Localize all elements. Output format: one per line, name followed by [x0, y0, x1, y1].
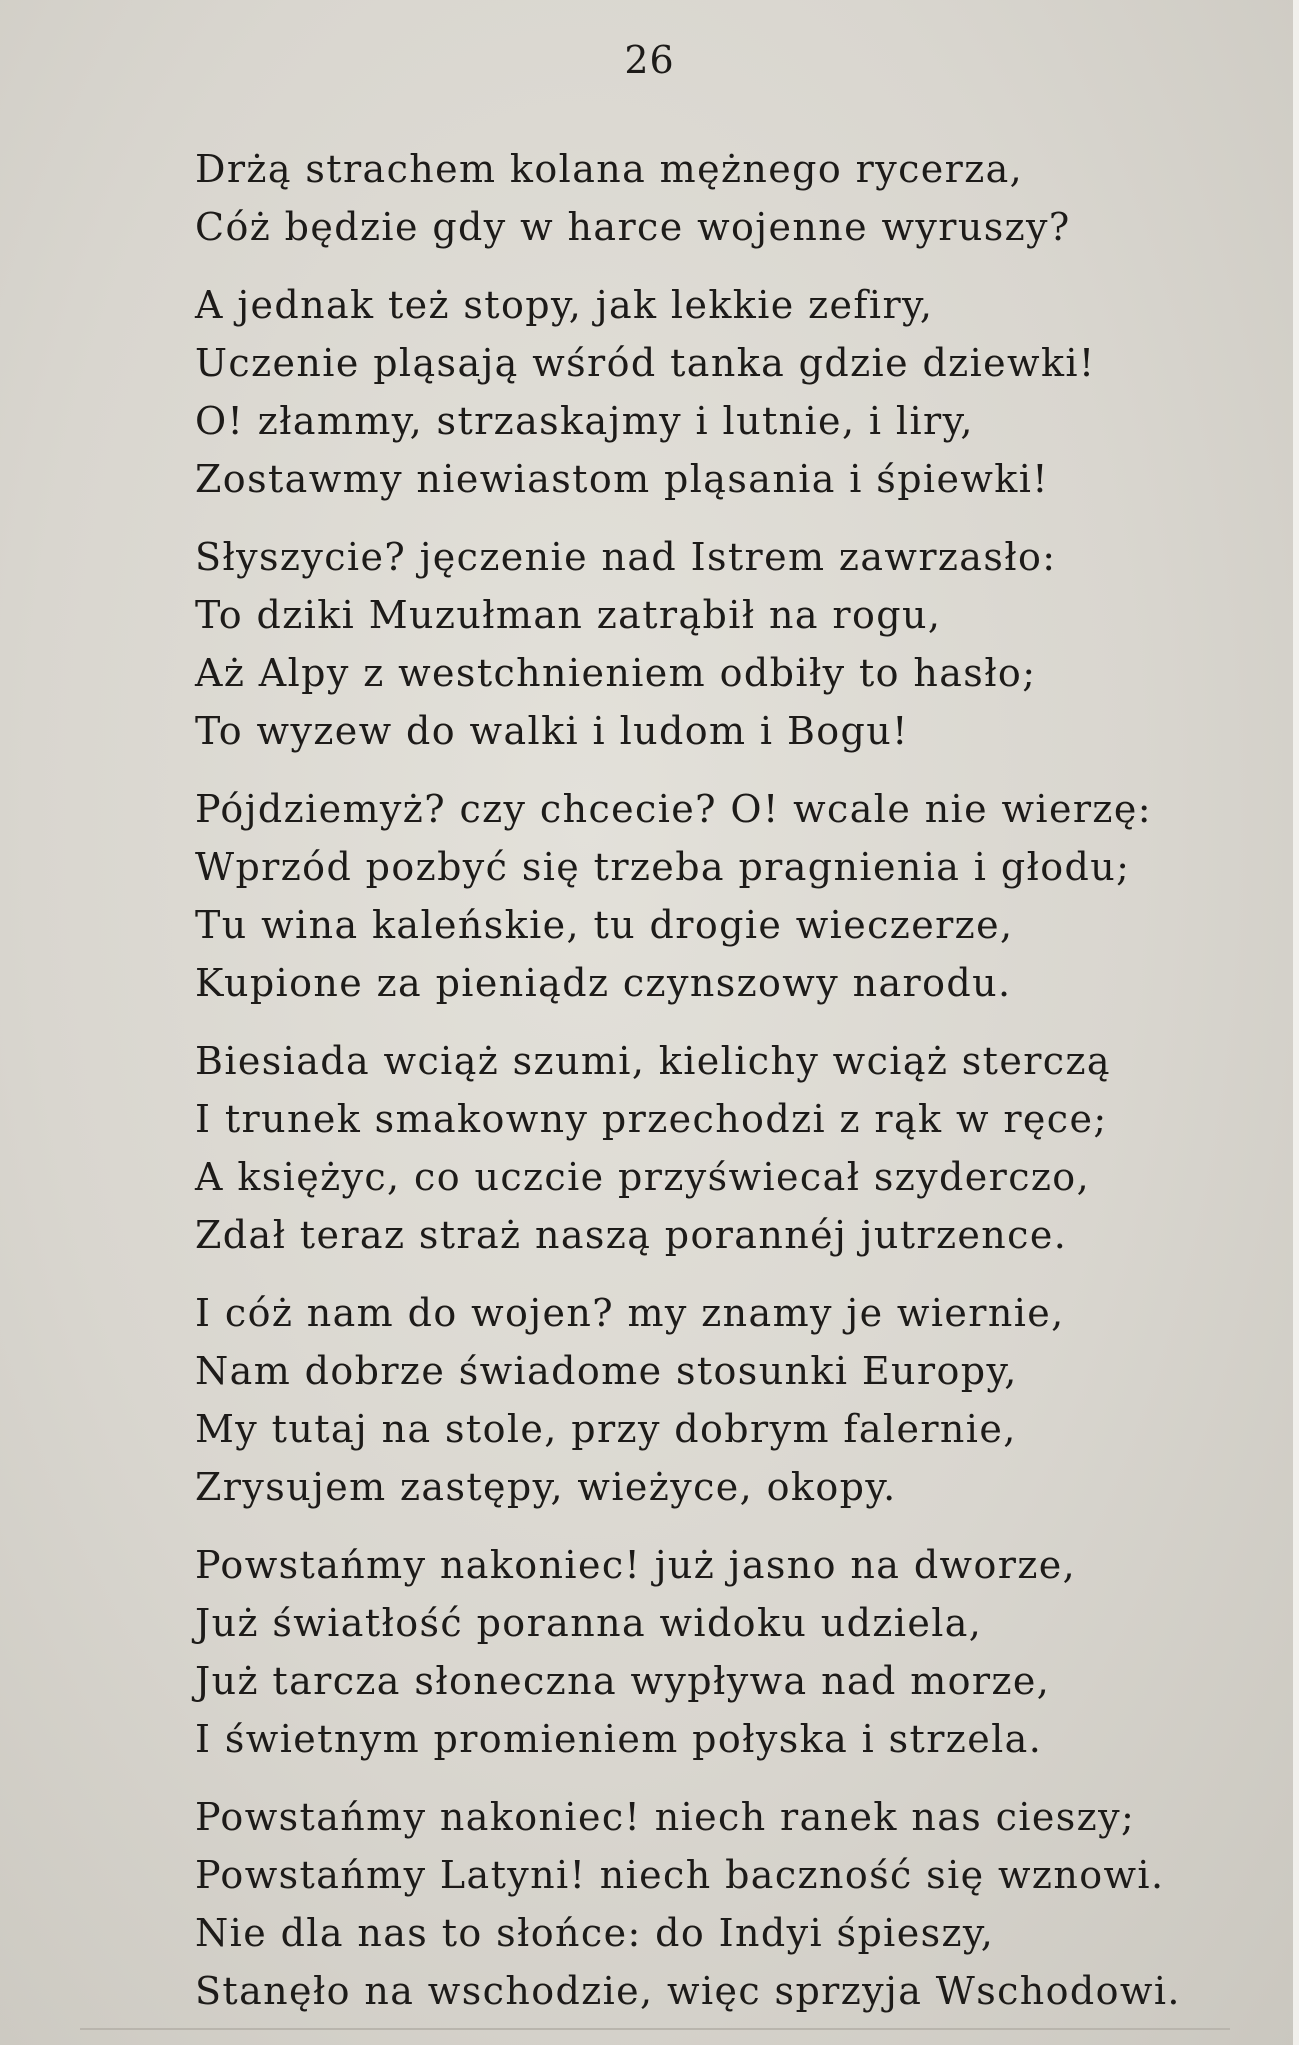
verse-line: I świetnym promieniem połyska i strzela. — [195, 1717, 1043, 1761]
verse-line: Stanęło na wschodzie, więc sprzyja Wschodowi. — [195, 1969, 1181, 2013]
verse-line: Aż Alpy z westchnieniem odbiły to hasło; — [195, 651, 1037, 695]
page-edge — [1293, 0, 1299, 2045]
stanza — [195, 528, 1290, 760]
verse-line: I trunek smakowny przechodzi z rąk w ręce; — [195, 1097, 1108, 1141]
verse-line: Zrysujem zastępy, wieżyce, okopy. — [195, 1465, 897, 1509]
bottom-divider — [80, 2028, 1230, 2030]
verse-line: Biesiada wciąż szumi, kielichy wciąż sterczą — [195, 1039, 1111, 1083]
verse-line: Już tarcza słoneczna wypływa nad morze, — [195, 1659, 1051, 1703]
stanza — [195, 1536, 1290, 1768]
verse-line: Powstańmy nakoniec! już jasno na dworze, — [195, 1543, 1077, 1587]
verse-line: O! złammy, strzaskajmy i lutnie, i liry, — [195, 399, 974, 443]
verse-line: To dziki Muzułman zatrąbił na rogu, — [195, 593, 942, 637]
stanza — [195, 140, 1290, 256]
verse-line: I cóż nam do wojen? my znamy je wiernie, — [195, 1291, 1065, 1335]
verse-line: Pójdziemyż? czy chcecie? O! wcale nie wierzę: — [195, 787, 1152, 831]
verse-line: Tu wina kaleńskie, tu drogie wieczerze, — [195, 903, 1014, 947]
stanza — [195, 1284, 1290, 1516]
stanza — [195, 1032, 1290, 1264]
verse-line: Uczenie pląsają wśród tanka gdzie dziewki! — [195, 341, 1096, 385]
verse-line: A księżyc, co uczcie przyświecał szyderczo, — [195, 1155, 1091, 1199]
verse-line: A jednak też stopy, jak lekkie zefiry, — [195, 283, 934, 327]
verse-line: Słyszycie? jęczenie nad Istrem zawrzasło: — [195, 535, 1057, 579]
verse-line: Nie dla nas to słońce: do Indyi śpieszy, — [195, 1911, 995, 1955]
verse-line: Zdał teraz straż naszą porannéj jutrzence. — [195, 1213, 1068, 1257]
verse-line: Zostawmy niewiastom pląsania i śpiewki! — [195, 457, 1049, 501]
page-number: 26 — [624, 38, 675, 82]
verse-line: Drżą strachem kolana mężnego rycerza, — [195, 147, 1024, 191]
verse-line: To wyzew do walki i ludom i Bogu! — [195, 709, 909, 753]
verse-line: Nam dobrze świadome stosunki Europy, — [195, 1349, 1018, 1393]
verse-line: My tutaj na stole, przy dobrym falernie, — [195, 1407, 1017, 1451]
verse-line: Już światłość poranna widoku udziela, — [195, 1601, 983, 1645]
stanza — [195, 276, 1290, 508]
stanza — [195, 780, 1290, 1012]
verse-line: Kupione za pieniądz czynszowy narodu. — [195, 961, 1012, 1005]
verse-line: Wprzód pozbyć się trzeba pragnienia i głodu; — [195, 845, 1131, 889]
verse-line: Powstańmy Latyni! niech baczność się wznowi. — [195, 1853, 1165, 1897]
verse-line: Powstańmy nakoniec! niech ranek nas cieszy; — [195, 1795, 1136, 1839]
verse-line: Cóż będzie gdy w harce wojenne wyruszy? — [195, 205, 1071, 249]
poem-body — [195, 140, 1290, 2040]
stanza — [195, 1788, 1290, 2020]
